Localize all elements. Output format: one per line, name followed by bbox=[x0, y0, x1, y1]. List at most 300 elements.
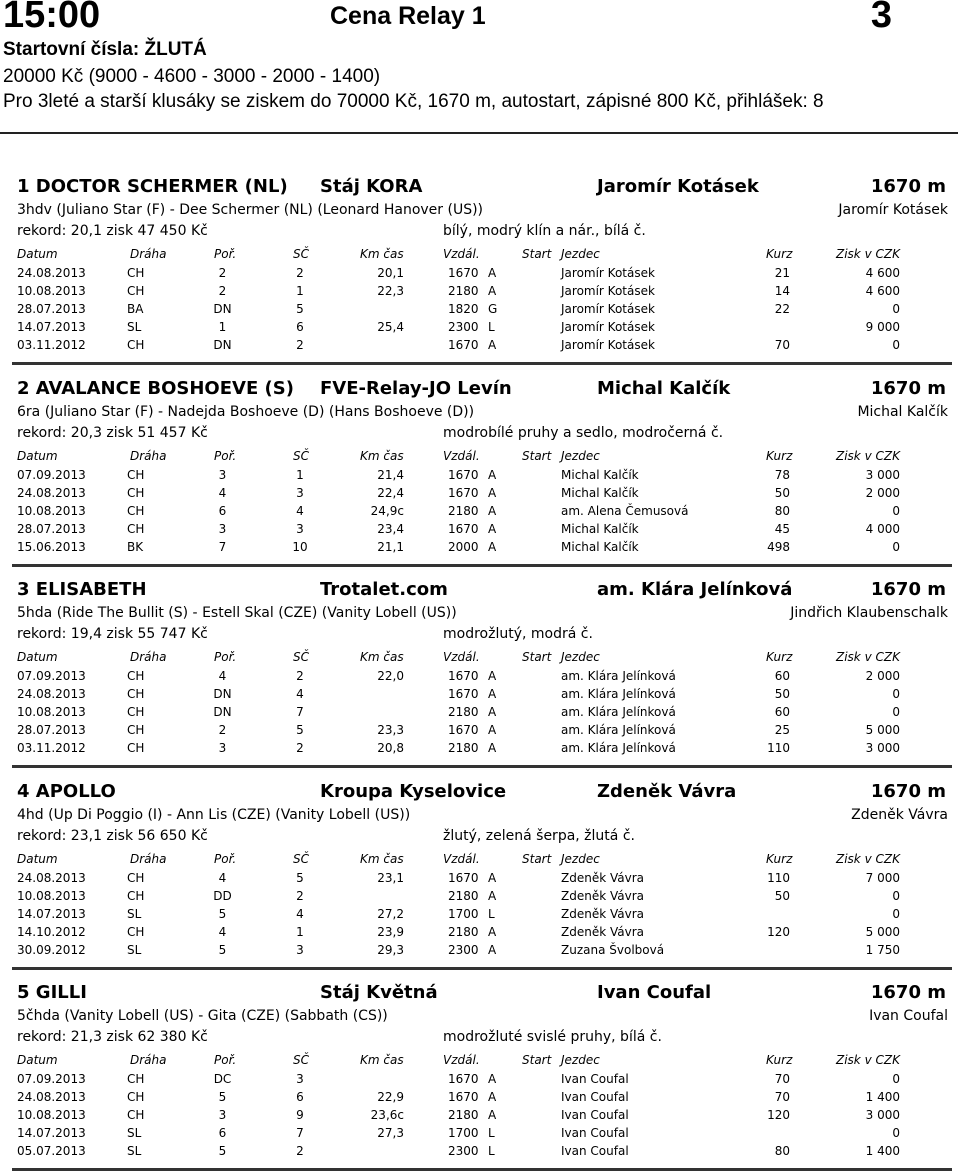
column-header-track: Dráha bbox=[130, 449, 167, 463]
table-row bbox=[0, 741, 960, 758]
cell-sc: 7 bbox=[296, 705, 304, 719]
cell-start: A bbox=[488, 687, 497, 701]
horse-name: 4 APOLLO bbox=[17, 781, 116, 802]
column-header-start: Start bbox=[522, 852, 552, 866]
cell-time: 29,3 bbox=[377, 943, 404, 957]
column-header-pos: Poř. bbox=[214, 247, 237, 261]
prize-breakdown: 20000 Kč (9000 - 4600 - 3000 - 2000 - 1400) bbox=[3, 66, 381, 87]
cell-dist: 1670 bbox=[448, 468, 479, 482]
header-divider bbox=[0, 132, 958, 134]
entry-divider bbox=[12, 765, 952, 768]
cell-start: A bbox=[488, 486, 497, 500]
cell-start: A bbox=[488, 284, 497, 298]
driver-name: Jaromír Kotásek bbox=[838, 202, 948, 218]
table-row bbox=[0, 871, 960, 888]
cell-start: L bbox=[488, 1126, 495, 1140]
horse-entry bbox=[0, 378, 960, 570]
results-table-header bbox=[0, 247, 960, 263]
cell-dist: 2180 bbox=[448, 705, 479, 719]
table-row bbox=[0, 1126, 960, 1143]
cell-date: 15.06.2013 bbox=[17, 540, 86, 554]
column-header-dist: Vzdál. bbox=[443, 1053, 480, 1067]
table-row bbox=[0, 284, 960, 301]
cell-prize: 4 000 bbox=[865, 522, 900, 536]
cell-driver: Jaromír Kotásek bbox=[561, 266, 655, 280]
cell-odds: 60 bbox=[774, 669, 790, 683]
cell-start: A bbox=[488, 468, 497, 482]
results-table-header bbox=[0, 852, 960, 868]
cell-pos: 3 bbox=[218, 741, 227, 755]
cell-prize: 1 400 bbox=[865, 1090, 900, 1104]
cell-odds: 50 bbox=[774, 687, 790, 701]
record-line bbox=[0, 425, 960, 447]
trainer-name: Jaromír Kotásek bbox=[597, 176, 759, 197]
record-line bbox=[0, 223, 960, 245]
cell-odds: 14 bbox=[774, 284, 790, 298]
cell-time: 21,1 bbox=[377, 540, 404, 554]
cell-date: 24.08.2013 bbox=[17, 1090, 86, 1104]
cell-track: SL bbox=[127, 1144, 142, 1158]
cell-driver: Zuzana Švolbová bbox=[561, 943, 665, 957]
pedigree-line bbox=[0, 1008, 960, 1030]
cell-pos: DN bbox=[213, 705, 232, 719]
horse-name: 3 ELISABETH bbox=[17, 579, 147, 600]
racing-colors: modrobílé pruhy a sedlo, modročerná č. bbox=[443, 425, 724, 441]
cell-pos: 5 bbox=[218, 1144, 227, 1158]
racing-colors: bílý, modrý klín a nár., bílá č. bbox=[443, 223, 646, 239]
column-header-dist: Vzdál. bbox=[443, 852, 480, 866]
table-row bbox=[0, 889, 960, 906]
table-row bbox=[0, 540, 960, 557]
table-row bbox=[0, 943, 960, 960]
cell-dist: 1670 bbox=[448, 522, 479, 536]
horse-title-line bbox=[0, 176, 960, 202]
cell-track: CH bbox=[127, 486, 145, 500]
cell-track: CH bbox=[127, 1072, 145, 1086]
race-name: Cena Relay 1 bbox=[330, 2, 486, 30]
cell-sc: 2 bbox=[296, 338, 304, 352]
cell-dist: 1670 bbox=[448, 266, 479, 280]
cell-track: CH bbox=[127, 522, 145, 536]
table-row bbox=[0, 320, 960, 337]
cell-dist: 2180 bbox=[448, 741, 479, 755]
cell-dist: 1670 bbox=[448, 338, 479, 352]
cell-sc: 3 bbox=[296, 486, 304, 500]
cell-prize: 3 000 bbox=[865, 468, 900, 482]
column-header-prize: Zisk v CZK bbox=[836, 1053, 900, 1067]
column-header-sc: SČ bbox=[293, 650, 309, 664]
cell-date: 10.08.2013 bbox=[17, 705, 86, 719]
pedigree: 6ra (Juliano Star (F) - Nadejda Boshoeve (D) (Hans Boshoeve (D)) bbox=[17, 404, 475, 420]
trainer-name: Michal Kalčík bbox=[597, 378, 731, 399]
cell-prize: 1 400 bbox=[865, 1144, 900, 1158]
cell-date: 03.11.2012 bbox=[17, 338, 86, 352]
cell-date: 24.08.2013 bbox=[17, 486, 86, 500]
cell-pos: 5 bbox=[218, 943, 227, 957]
cell-dist: 1700 bbox=[448, 1126, 479, 1140]
column-header-sc: SČ bbox=[293, 1053, 309, 1067]
cell-odds: 45 bbox=[774, 522, 790, 536]
cell-pos: 3 bbox=[218, 468, 227, 482]
cell-dist: 2180 bbox=[448, 925, 479, 939]
cell-time: 23,6c bbox=[370, 1108, 404, 1122]
record-line bbox=[0, 626, 960, 648]
cell-start: A bbox=[488, 889, 497, 903]
column-header-track: Dráha bbox=[130, 247, 167, 261]
cell-date: 07.09.2013 bbox=[17, 1072, 86, 1086]
horse-entry bbox=[0, 982, 960, 1174]
column-header-prize: Zisk v CZK bbox=[836, 247, 900, 261]
cell-time: 22,9 bbox=[377, 1090, 404, 1104]
cell-driver: Michal Kalčík bbox=[561, 540, 639, 554]
cell-driver: am. Klára Jelínková bbox=[561, 669, 676, 683]
cell-start: A bbox=[488, 871, 497, 885]
cell-odds: 80 bbox=[774, 504, 790, 518]
race-distance: 1670 m bbox=[870, 378, 946, 399]
pedigree: 5čhda (Vanity Lobell (US) - Gita (CZE) (Sabbath (CS)) bbox=[17, 1008, 388, 1024]
cell-driver: am. Klára Jelínková bbox=[561, 723, 676, 737]
cell-sc: 2 bbox=[296, 889, 304, 903]
cell-driver: Jaromír Kotásek bbox=[561, 320, 655, 334]
cell-prize: 0 bbox=[892, 687, 900, 701]
cell-sc: 1 bbox=[296, 284, 304, 298]
cell-sc: 5 bbox=[296, 723, 304, 737]
results-table-header bbox=[0, 449, 960, 465]
cell-date: 14.07.2013 bbox=[17, 1126, 86, 1140]
stable-name: Trotalet.com bbox=[320, 579, 448, 600]
race-conditions: Pro 3leté a starší klusáky se ziskem do 70000 Kč, 1670 m, autostart, zápisné 800 Kč, přihlášek: 8 bbox=[3, 91, 824, 112]
cell-dist: 2300 bbox=[448, 320, 479, 334]
cell-driver: Zdeněk Vávra bbox=[561, 907, 644, 921]
cell-dist: 1820 bbox=[448, 302, 479, 316]
cell-odds: 80 bbox=[774, 1144, 790, 1158]
cell-date: 10.08.2013 bbox=[17, 889, 86, 903]
table-row bbox=[0, 925, 960, 942]
table-row bbox=[0, 705, 960, 722]
column-header-sc: SČ bbox=[293, 449, 309, 463]
horse-name: 2 AVALANCE BOSHOEVE (S) bbox=[17, 378, 294, 399]
cell-track: SL bbox=[127, 1126, 142, 1140]
horse-name: 5 GILLI bbox=[17, 982, 87, 1003]
column-header-time: Km čas bbox=[360, 852, 404, 866]
cell-track: CH bbox=[127, 284, 145, 298]
cell-sc: 2 bbox=[296, 266, 304, 280]
column-header-pos: Poř. bbox=[214, 852, 237, 866]
cell-pos: DD bbox=[213, 889, 232, 903]
cell-prize: 3 000 bbox=[865, 741, 900, 755]
column-header-odds: Kurz bbox=[766, 1053, 793, 1067]
cell-driver: Michal Kalčík bbox=[561, 468, 639, 482]
cell-pos: 3 bbox=[218, 1108, 227, 1122]
cell-time: 21,4 bbox=[377, 468, 404, 482]
horse-title-line bbox=[0, 781, 960, 807]
record-line bbox=[0, 1029, 960, 1051]
cell-date: 24.08.2013 bbox=[17, 871, 86, 885]
column-header-start: Start bbox=[522, 449, 552, 463]
cell-pos: 5 bbox=[218, 1090, 227, 1104]
table-row bbox=[0, 504, 960, 521]
trainer-name: Ivan Coufal bbox=[597, 982, 712, 1003]
cell-pos: 4 bbox=[218, 871, 227, 885]
cell-sc: 6 bbox=[296, 1090, 304, 1104]
cell-time: 25,4 bbox=[377, 320, 404, 334]
cell-driver: Ivan Coufal bbox=[561, 1126, 629, 1140]
pedigree: 5hda (Ride The Bullit (S) - Estell Skal (CZE) (Vanity Lobell (US)) bbox=[17, 605, 457, 621]
cell-track: CH bbox=[127, 687, 145, 701]
race-time: 15:00 bbox=[3, 0, 101, 36]
cell-date: 28.07.2013 bbox=[17, 522, 86, 536]
cell-pos: 6 bbox=[218, 504, 227, 518]
cell-time: 23,3 bbox=[377, 723, 404, 737]
cell-driver: Jaromír Kotásek bbox=[561, 302, 655, 316]
cell-dist: 1670 bbox=[448, 1090, 479, 1104]
cell-prize: 4 600 bbox=[865, 266, 900, 280]
cell-driver: Michal Kalčík bbox=[561, 486, 639, 500]
cell-sc: 1 bbox=[296, 925, 304, 939]
column-header-driver: Jezdec bbox=[561, 1053, 600, 1067]
cell-date: 14.10.2012 bbox=[17, 925, 86, 939]
cell-dist: 2180 bbox=[448, 284, 479, 298]
column-header-driver: Jezdec bbox=[561, 247, 600, 261]
cell-track: BA bbox=[127, 302, 144, 316]
cell-track: CH bbox=[127, 266, 145, 280]
cell-driver: Zdeněk Vávra bbox=[561, 925, 644, 939]
pedigree: 3hdv (Juliano Star (F) - Dee Schermer (NL) (Leonard Hanover (US)) bbox=[17, 202, 484, 218]
cell-date: 10.08.2013 bbox=[17, 284, 86, 298]
cell-track: CH bbox=[127, 925, 145, 939]
cell-start: A bbox=[488, 943, 497, 957]
table-row bbox=[0, 266, 960, 283]
column-header-pos: Poř. bbox=[214, 650, 237, 664]
column-header-track: Dráha bbox=[130, 1053, 167, 1067]
cell-date: 28.07.2013 bbox=[17, 723, 86, 737]
start-number-colors: Startovní čísla: ŽLUTÁ bbox=[3, 39, 207, 60]
cell-odds: 498 bbox=[767, 540, 790, 554]
cell-prize: 1 750 bbox=[865, 943, 900, 957]
cell-sc: 2 bbox=[296, 669, 304, 683]
cell-date: 10.08.2013 bbox=[17, 1108, 86, 1122]
cell-sc: 2 bbox=[296, 741, 304, 755]
cell-track: SL bbox=[127, 943, 142, 957]
driver-name: Michal Kalčík bbox=[857, 404, 948, 420]
cell-start: L bbox=[488, 907, 495, 921]
racing-colors: modrožlutý, modrá č. bbox=[443, 626, 593, 642]
table-row bbox=[0, 1090, 960, 1107]
cell-sc: 9 bbox=[296, 1108, 304, 1122]
cell-pos: 5 bbox=[218, 907, 227, 921]
stable-name: Kroupa Kyselovice bbox=[320, 781, 507, 802]
column-header-start: Start bbox=[522, 1053, 552, 1067]
column-header-track: Dráha bbox=[130, 852, 167, 866]
table-row bbox=[0, 687, 960, 704]
cell-prize: 7 000 bbox=[865, 871, 900, 885]
record-and-earnings: rekord: 19,4 zisk 55 747 Kč bbox=[17, 626, 208, 642]
cell-driver: Zdeněk Vávra bbox=[561, 889, 644, 903]
cell-time: 22,3 bbox=[377, 284, 404, 298]
cell-odds: 120 bbox=[767, 925, 790, 939]
cell-pos: 7 bbox=[218, 540, 227, 554]
cell-odds: 70 bbox=[774, 338, 790, 352]
cell-track: CH bbox=[127, 504, 145, 518]
column-header-pos: Poř. bbox=[214, 449, 237, 463]
driver-name: Zdeněk Vávra bbox=[851, 807, 948, 823]
cell-dist: 1670 bbox=[448, 486, 479, 500]
cell-track: CH bbox=[127, 1108, 145, 1122]
cell-time: 22,4 bbox=[377, 486, 404, 500]
record-and-earnings: rekord: 20,3 zisk 51 457 Kč bbox=[17, 425, 208, 441]
race-distance: 1670 m bbox=[870, 982, 946, 1003]
cell-start: A bbox=[488, 266, 497, 280]
racing-colors: žlutý, zelená šerpa, žlutá č. bbox=[443, 828, 635, 844]
table-row bbox=[0, 1108, 960, 1125]
cell-start: A bbox=[488, 741, 497, 755]
cell-pos: 4 bbox=[218, 486, 227, 500]
cell-prize: 0 bbox=[892, 302, 900, 316]
cell-odds: 22 bbox=[774, 302, 790, 316]
column-header-driver: Jezdec bbox=[561, 449, 600, 463]
column-header-time: Km čas bbox=[360, 1053, 404, 1067]
cell-odds: 70 bbox=[774, 1072, 790, 1086]
cell-driver: Ivan Coufal bbox=[561, 1108, 629, 1122]
entry-divider bbox=[12, 564, 952, 567]
race-header bbox=[0, 0, 960, 130]
cell-date: 28.07.2013 bbox=[17, 302, 86, 316]
cell-odds: 110 bbox=[767, 871, 790, 885]
cell-pos: 6 bbox=[218, 1126, 227, 1140]
cell-prize: 0 bbox=[892, 1126, 900, 1140]
table-row bbox=[0, 302, 960, 319]
cell-time: 20,1 bbox=[377, 266, 404, 280]
column-header-odds: Kurz bbox=[766, 247, 793, 261]
cell-track: CH bbox=[127, 468, 145, 482]
cell-prize: 0 bbox=[892, 889, 900, 903]
cell-start: A bbox=[488, 669, 497, 683]
cell-odds: 50 bbox=[774, 889, 790, 903]
horse-entry bbox=[0, 579, 960, 771]
cell-track: CH bbox=[127, 338, 145, 352]
cell-prize: 5 000 bbox=[865, 925, 900, 939]
pedigree-line bbox=[0, 807, 960, 829]
cell-driver: am. Klára Jelínková bbox=[561, 687, 676, 701]
column-header-start: Start bbox=[522, 247, 552, 261]
cell-track: SL bbox=[127, 907, 142, 921]
cell-dist: 2180 bbox=[448, 1108, 479, 1122]
entry-divider bbox=[12, 967, 952, 970]
cell-pos: 4 bbox=[218, 669, 227, 683]
cell-pos: 2 bbox=[218, 723, 227, 737]
cell-odds: 70 bbox=[774, 1090, 790, 1104]
race-distance: 1670 m bbox=[870, 176, 946, 197]
column-header-sc: SČ bbox=[293, 852, 309, 866]
column-header-driver: Jezdec bbox=[561, 650, 600, 664]
trainer-name: Zdeněk Vávra bbox=[597, 781, 737, 802]
cell-dist: 1700 bbox=[448, 907, 479, 921]
horse-entry bbox=[0, 176, 960, 368]
cell-sc: 6 bbox=[296, 320, 304, 334]
record-line bbox=[0, 828, 960, 850]
racing-colors: modrožluté svislé pruhy, bílá č. bbox=[443, 1029, 662, 1045]
cell-odds: 78 bbox=[774, 468, 790, 482]
cell-time: 27,3 bbox=[377, 1126, 404, 1140]
cell-prize: 4 600 bbox=[865, 284, 900, 298]
column-header-prize: Zisk v CZK bbox=[836, 852, 900, 866]
column-header-track: Dráha bbox=[130, 650, 167, 664]
column-header-odds: Kurz bbox=[766, 852, 793, 866]
cell-driver: am. Alena Čemusová bbox=[561, 504, 689, 518]
race-distance: 1670 m bbox=[870, 579, 946, 600]
cell-driver: Michal Kalčík bbox=[561, 522, 639, 536]
cell-sc: 2 bbox=[296, 1144, 304, 1158]
table-row bbox=[0, 338, 960, 355]
cell-start: A bbox=[488, 338, 497, 352]
column-header-time: Km čas bbox=[360, 449, 404, 463]
record-and-earnings: rekord: 21,3 zisk 62 380 Kč bbox=[17, 1029, 208, 1045]
record-and-earnings: rekord: 23,1 zisk 56 650 Kč bbox=[17, 828, 208, 844]
cell-sc: 3 bbox=[296, 522, 304, 536]
cell-track: CH bbox=[127, 669, 145, 683]
pedigree: 4hd (Up Di Poggio (I) - Ann Lis (CZE) (Vanity Lobell (US)) bbox=[17, 807, 411, 823]
cell-pos: DN bbox=[213, 687, 232, 701]
cell-start: A bbox=[488, 1090, 497, 1104]
table-row bbox=[0, 1072, 960, 1089]
cell-prize: 3 000 bbox=[865, 1108, 900, 1122]
cell-pos: 2 bbox=[218, 284, 227, 298]
cell-time: 23,4 bbox=[377, 522, 404, 536]
table-row bbox=[0, 669, 960, 686]
stable-name: Stáj Květná bbox=[320, 982, 438, 1003]
trainer-name: am. Klára Jelínková bbox=[597, 579, 793, 600]
cell-time: 23,1 bbox=[377, 871, 404, 885]
cell-driver: Jaromír Kotásek bbox=[561, 284, 655, 298]
column-header-dist: Vzdál. bbox=[443, 247, 480, 261]
pedigree-line bbox=[0, 202, 960, 224]
cell-pos: 2 bbox=[218, 266, 227, 280]
cell-track: SL bbox=[127, 320, 142, 334]
horse-title-line bbox=[0, 982, 960, 1008]
cell-dist: 2000 bbox=[448, 540, 479, 554]
cell-start: A bbox=[488, 504, 497, 518]
race-number: 3 bbox=[870, 0, 892, 36]
cell-date: 24.08.2013 bbox=[17, 687, 86, 701]
cell-sc: 5 bbox=[296, 871, 304, 885]
cell-time: 23,9 bbox=[377, 925, 404, 939]
cell-time: 22,0 bbox=[377, 669, 404, 683]
cell-start: A bbox=[488, 1072, 497, 1086]
race-distance: 1670 m bbox=[870, 781, 946, 802]
cell-sc: 4 bbox=[296, 504, 304, 518]
cell-time: 20,8 bbox=[377, 741, 404, 755]
cell-date: 05.07.2013 bbox=[17, 1144, 86, 1158]
column-header-dist: Vzdál. bbox=[443, 650, 480, 664]
cell-prize: 0 bbox=[892, 705, 900, 719]
column-header-date: Datum bbox=[17, 650, 58, 664]
cell-dist: 2300 bbox=[448, 1144, 479, 1158]
cell-sc: 4 bbox=[296, 907, 304, 921]
cell-date: 07.09.2013 bbox=[17, 468, 86, 482]
cell-driver: Ivan Coufal bbox=[561, 1072, 629, 1086]
cell-date: 07.09.2013 bbox=[17, 669, 86, 683]
cell-pos: DN bbox=[213, 338, 232, 352]
column-header-driver: Jezdec bbox=[561, 852, 600, 866]
column-header-pos: Poř. bbox=[214, 1053, 237, 1067]
cell-track: BK bbox=[127, 540, 144, 554]
cell-pos: 1 bbox=[218, 320, 227, 334]
stable-name: Stáj KORA bbox=[320, 176, 423, 197]
cell-start: A bbox=[488, 522, 497, 536]
cell-prize: 2 000 bbox=[865, 486, 900, 500]
cell-track: CH bbox=[127, 1090, 145, 1104]
cell-prize: 2 000 bbox=[865, 669, 900, 683]
